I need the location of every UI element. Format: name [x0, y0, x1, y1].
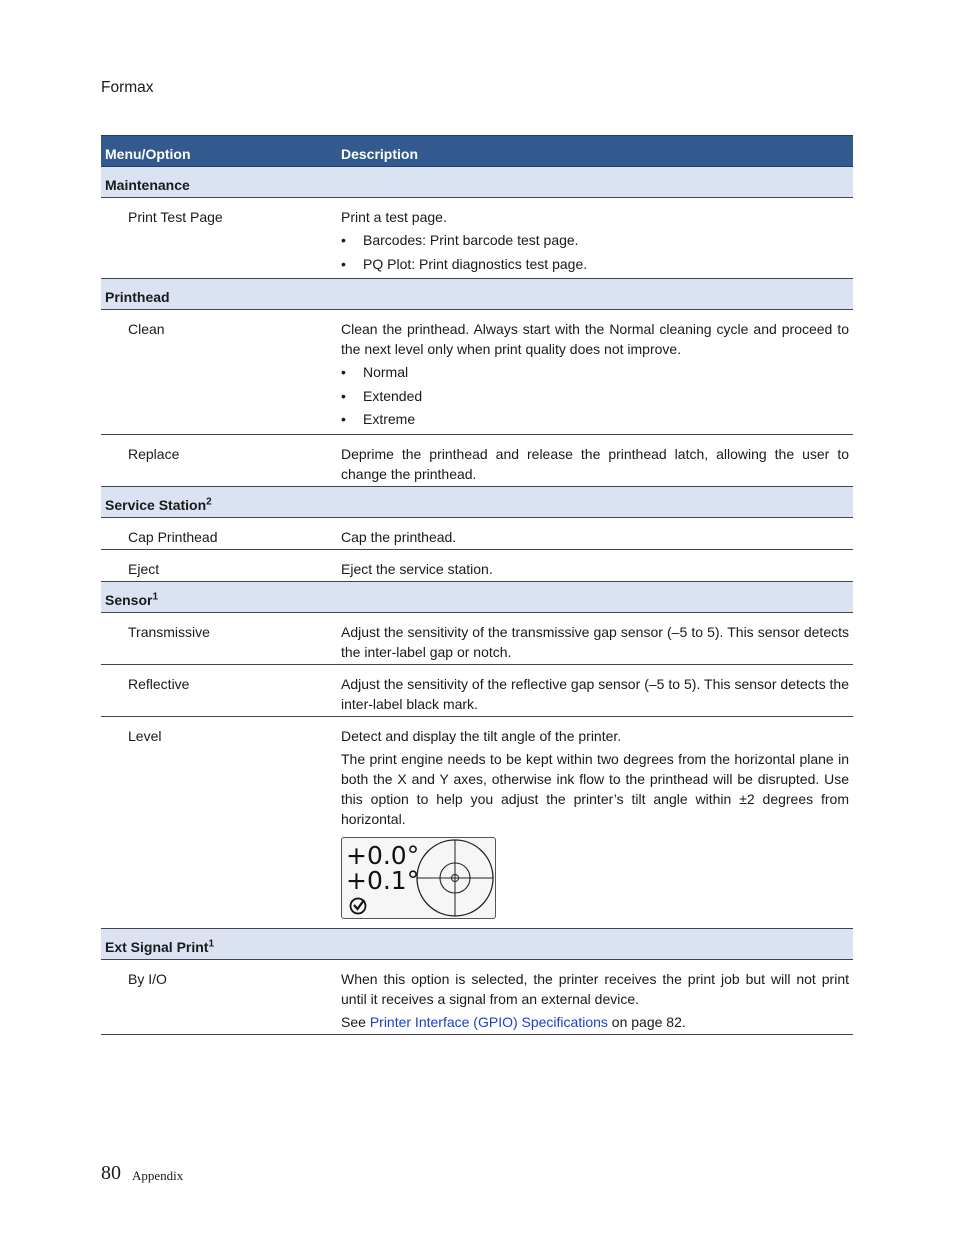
list-item: • Barcodes: Print barcode test page.: [341, 229, 849, 253]
group-title: Service Station: [105, 496, 207, 513]
option-description: [337, 959, 853, 1034]
option-label: Level: [101, 716, 337, 928]
description-text: When this option is selected, the printer receives the print job but will not print until it receives a signal from an external device.: [341, 970, 849, 1007]
bullet-list: [341, 361, 849, 432]
table-row-clean: [101, 310, 853, 435]
option-description: Adjust the sensitivity of the transmissive gap sensor (–5 to 5). This sensor detects the inter-label gap or notch.: [337, 612, 853, 664]
list-item: • Extended: [341, 385, 849, 409]
running-header: Formax: [101, 79, 154, 96]
page-number: 80: [101, 1162, 121, 1184]
option-description: Adjust the sensitivity of the reflective gap sensor (–5 to 5). This sensor detects the inter-label black mark.: [337, 664, 853, 716]
gpio-specifications-link[interactable]: Printer Interface (GPIO) Specifications: [369, 1013, 608, 1030]
table-row-transmissive: [101, 612, 853, 664]
table-row-level: [101, 716, 853, 928]
option-description: Eject the service station.: [337, 549, 853, 581]
option-label: Clean: [101, 310, 337, 435]
group-title: Printhead: [105, 289, 170, 305]
list-item: • Extreme: [341, 408, 849, 432]
x-tilt-reading: +0.0°: [346, 840, 420, 870]
option-label: Print Test Page: [101, 198, 337, 279]
group-row-printhead: [101, 279, 853, 310]
option-description: [337, 310, 853, 435]
option-label: Transmissive: [101, 612, 337, 664]
group-row-sensor: [101, 581, 853, 612]
menu-option-table: [101, 135, 853, 1035]
footnote-marker: 1: [208, 937, 215, 949]
see-prefix: See: [341, 1013, 370, 1030]
calibrate-icon: [351, 898, 366, 913]
group-title: Maintenance: [105, 177, 190, 193]
option-label: By I/O: [101, 959, 337, 1034]
option-description: [337, 716, 853, 928]
group-row-service-station: [101, 486, 853, 517]
see-suffix: on page 82.: [607, 1013, 686, 1030]
option-label: Reflective: [101, 664, 337, 716]
bullet-list: [341, 229, 849, 276]
option-description: [337, 198, 853, 279]
section-name: Appendix: [132, 1168, 184, 1183]
table-row-by-io: [101, 959, 853, 1034]
group-title: Ext Signal Print: [105, 938, 209, 955]
level-target-icon: [342, 838, 495, 918]
footnote-marker: 2: [206, 495, 212, 507]
description-text: Detect and display the tilt angle of the printer.: [341, 727, 622, 744]
option-label: Cap Printhead: [101, 517, 337, 549]
y-tilt-reading: +0.1°: [346, 865, 420, 895]
option-label: Replace: [101, 434, 337, 486]
list-item: • Normal: [341, 361, 849, 385]
tilt-level-display: [341, 837, 496, 919]
column-header-description: Description: [337, 136, 853, 167]
footnote-marker: 1: [152, 590, 159, 602]
group-row-ext-signal-print: [101, 928, 853, 959]
group-title: Sensor: [105, 591, 153, 608]
table-row-reflective: [101, 664, 853, 716]
option-label: Eject: [101, 549, 337, 581]
see-reference: [341, 1012, 849, 1032]
description-text: Clean the printhead. Always start with the Normal cleaning cycle and proceed to the next level only when print quality does not improve.: [341, 321, 849, 357]
option-description: Deprime the printhead and release the printhead latch, allowing the user to change the printhead.: [337, 434, 853, 486]
column-header-option: Menu/Option: [101, 136, 337, 167]
group-row-maintenance: [101, 167, 853, 198]
option-description: Cap the printhead.: [337, 517, 853, 549]
description-text: Print a test page.: [341, 209, 447, 225]
table-row-cap-printhead: [101, 517, 853, 549]
table-row-eject: [101, 549, 853, 581]
table-header-row: [101, 136, 853, 167]
list-item: • PQ Plot: Print diagnostics test page.: [341, 253, 849, 277]
table-row-print-test-page: [101, 198, 853, 279]
description-paragraph: The print engine needs to be kept within two degrees from the horizontal plane in both the X and Y axes, otherwise ink flow to the printhead will be disrupted. Use this option to help you adjust the printer’s tilt angle within ±2 degrees from horizontal.: [341, 750, 849, 827]
table-row-replace: [101, 434, 853, 486]
